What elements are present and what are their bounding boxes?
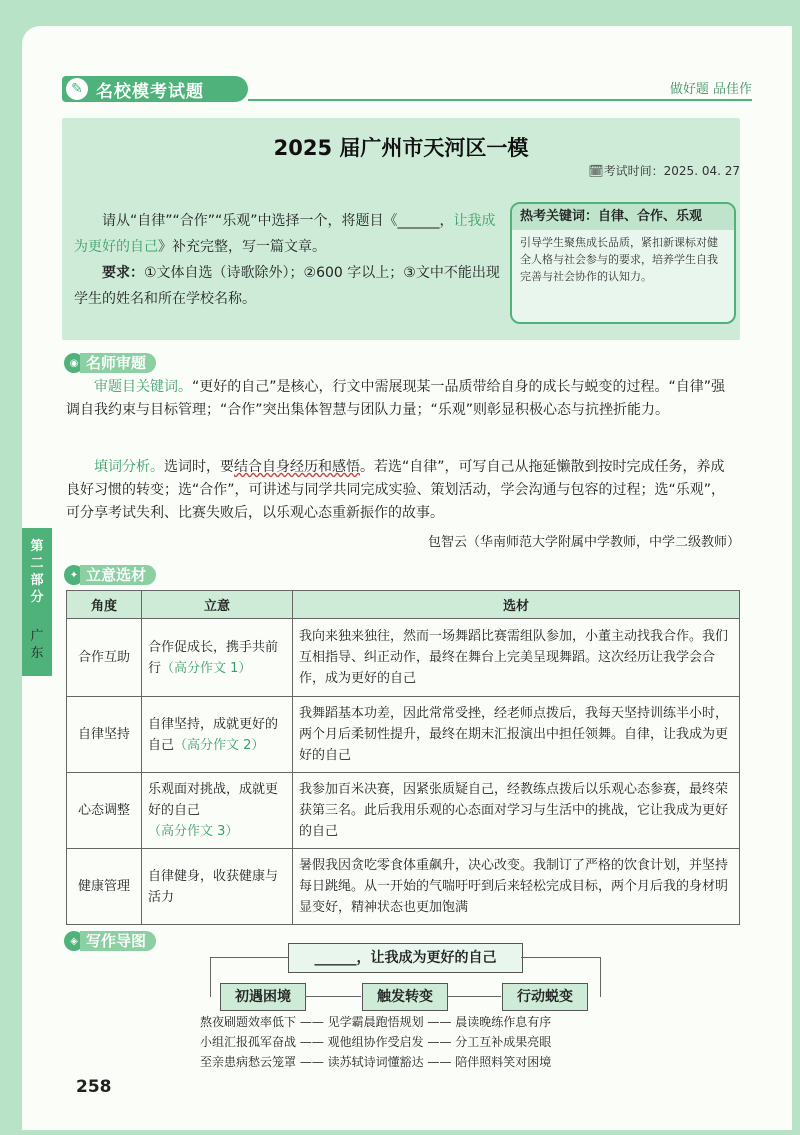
table-row [67,697,740,773]
table-row [67,619,740,697]
idea-cell [142,619,293,697]
column-header: 角度 [67,591,142,619]
diagram-row: 熬夜刷题效率低下 —— 见学霸晨跑悟规划 —— 晨读晚练作息有序 [200,1015,552,1029]
angle-cell: 合作互助 [67,619,142,697]
author-signature: 包智云（华南师范大学附属中学教师，中学二级教师） [427,535,740,550]
material-cell: 我向来独来独往，然而一场舞蹈比赛需组队参加，小董主动找我合作。我们互相指导、纠正动作，最终在舞台上完美呈现舞蹈。这次经历让我学会合作，成为更好的自己 [293,619,740,697]
emphasized-text: 结合自身经历和感悟 [234,459,360,475]
prompt-part-c: 》补充完整，写一篇文章。 [158,239,326,255]
analysis-paragraph-2 [66,456,738,525]
idea-text: 合作促成长，携手共前行 [148,639,279,676]
analysis-text: “更好的自己”是核心，行文中需展现某一品质带给自身的成长与蜕变的过程。“自律”强调自我约束与目标管理；“合作”突出集体智慧与团队力量；“乐观”则彰显积极心态与抗挫折能力。 [66,379,726,418]
analysis-paragraph-1 [66,376,738,422]
requirement-label: 要求： [102,265,144,281]
essay-reference: （高分作文 3） [148,824,239,839]
analysis-text: 选词时，要 [164,459,234,475]
idea-text: 自律坚持，成就更好的自己 [148,716,279,753]
exam-prompt [74,208,504,312]
side-region-text: 广东 [30,629,44,661]
analysis-text: 。若选“自律”，可写自己从拖延懒散到按时完成任务，养成良好习惯的转变；选“合作”，可讲述与同学共同完成实验、策划活动，学会沟通与包容的过程；选“乐观”，可分享考试失利、比赛失败后，以乐观心态重新振作的故事。 [66,459,726,521]
hot-keywords-title: 热考关键词：自律、合作、乐观 [512,204,734,230]
angle-cell: 心态调整 [67,773,142,849]
idea-cell [142,773,293,849]
magnifier-icon: ◉ [64,353,84,373]
theme-table [66,590,740,925]
prompt-paragraph [74,208,504,260]
section-label: 写作导图 [80,931,156,951]
essay-reference: （高分作文 1） [161,660,252,676]
exam-date-text: 考试时间：2025. 04. 27 [603,164,740,178]
header-badge [62,76,248,102]
connector-line [210,957,211,997]
diagram-row: 小组汇报孤军奋战 —— 观他组协作受启发 —— 分工互补成果亮眼 [200,1035,552,1049]
column-header: 立意 [142,591,293,619]
keyword-label: 填词分析。 [94,459,164,475]
idea-cell [142,697,293,773]
requirement-paragraph [74,260,504,312]
stage-node-1: 初遇困境 [220,983,306,1011]
prompt-title-text: 让我成为更好的自己 [74,213,496,255]
top-band [0,0,800,26]
calendar-icon: 🗓 [588,164,604,178]
diagram-title: ______，让我成为更好的自己 [288,943,523,973]
header-rule [248,99,752,101]
pen-icon: ✎ [66,78,88,100]
section-title-review [64,352,156,374]
connector-line [600,957,601,997]
keyword-label: 审题目关键词。 [94,379,192,395]
requirement-text: ①文体自选（诗歌除外）；②600 字以上；③文中不能出现学生的姓名和所在学校名称。 [74,265,500,307]
prompt-part-a: 请从“自律”“合作”“乐观”中选择一个，将题目《______， [102,213,454,229]
page-number: 258 [76,1077,112,1097]
angle-cell: 健康管理 [67,849,142,925]
hot-keywords-body: 引导学生聚焦成长品质，紧扣新课标对健全人格与社会参与的要求，培养学生自我完善与社会协作的认知力。 [520,236,718,283]
idea-text: 乐观面对挑战，成就更好的自己 [148,782,279,818]
connector-line [210,957,288,958]
arrow-line [447,996,501,997]
column-header: 选材 [293,591,740,619]
material-cell: 我参加百米决赛，因紧张质疑自己，经教练点拨后以乐观心态参赛，最终荣获第三名。此后我用乐观的心态面对学习与生活中的挑战，它让我成为更好的自己 [293,773,740,849]
exam-date [588,162,740,179]
header-slogan: 做好题 品佳作 [669,82,752,97]
idea-text: 自律健身，收获健康与活力 [148,868,279,905]
angle-cell: 自律坚持 [67,697,142,773]
table-row [67,849,740,925]
side-region [22,628,52,662]
section-header [62,76,752,102]
map-icon: ◈ [64,931,84,951]
table-row [67,773,740,849]
section-title-map [64,930,156,952]
exam-title: 2025 届广州市天河区一模 [273,136,529,160]
material-cell: 我舞蹈基本功差，因此常常受挫，经老师点拨后，我每天坚持训练半小时，两个月后柔韧性提升，最终在期末汇报演出中担任领舞。自律，让我成为更好的自己 [293,697,740,773]
material-cell: 暑假我因贪吃零食体重飙升，决心改变。我制订了严格的饮食计划，并坚持每日跳绳。从一开始的气喘吁吁到后来轻松完成目标，两个月后我的身材明显变好，精神状态也更加饱满 [293,849,740,925]
lightbulb-icon: ✦ [64,565,84,585]
essay-reference: （高分作文 2） [174,737,265,753]
exam-box [62,118,740,340]
stage-node-3: 行动蜕变 [502,983,588,1011]
table-header-row [67,591,740,619]
connector-line [521,957,601,958]
side-tab-part: 第二部分 [30,539,44,605]
header-title: 名校模考试题 [96,81,204,102]
section-label: 立意选材 [80,565,156,585]
idea-cell [142,849,293,925]
diagram-row: 至亲患病愁云笼罩 —— 读苏轼诗词懂豁达 —— 陪伴照料笑对困境 [200,1055,552,1069]
section-label: 名师审题 [80,353,156,373]
arrow-line [305,996,361,997]
section-title-theme [64,564,156,586]
hot-keywords-box [510,202,736,324]
stage-node-2: 触发转变 [362,983,448,1011]
